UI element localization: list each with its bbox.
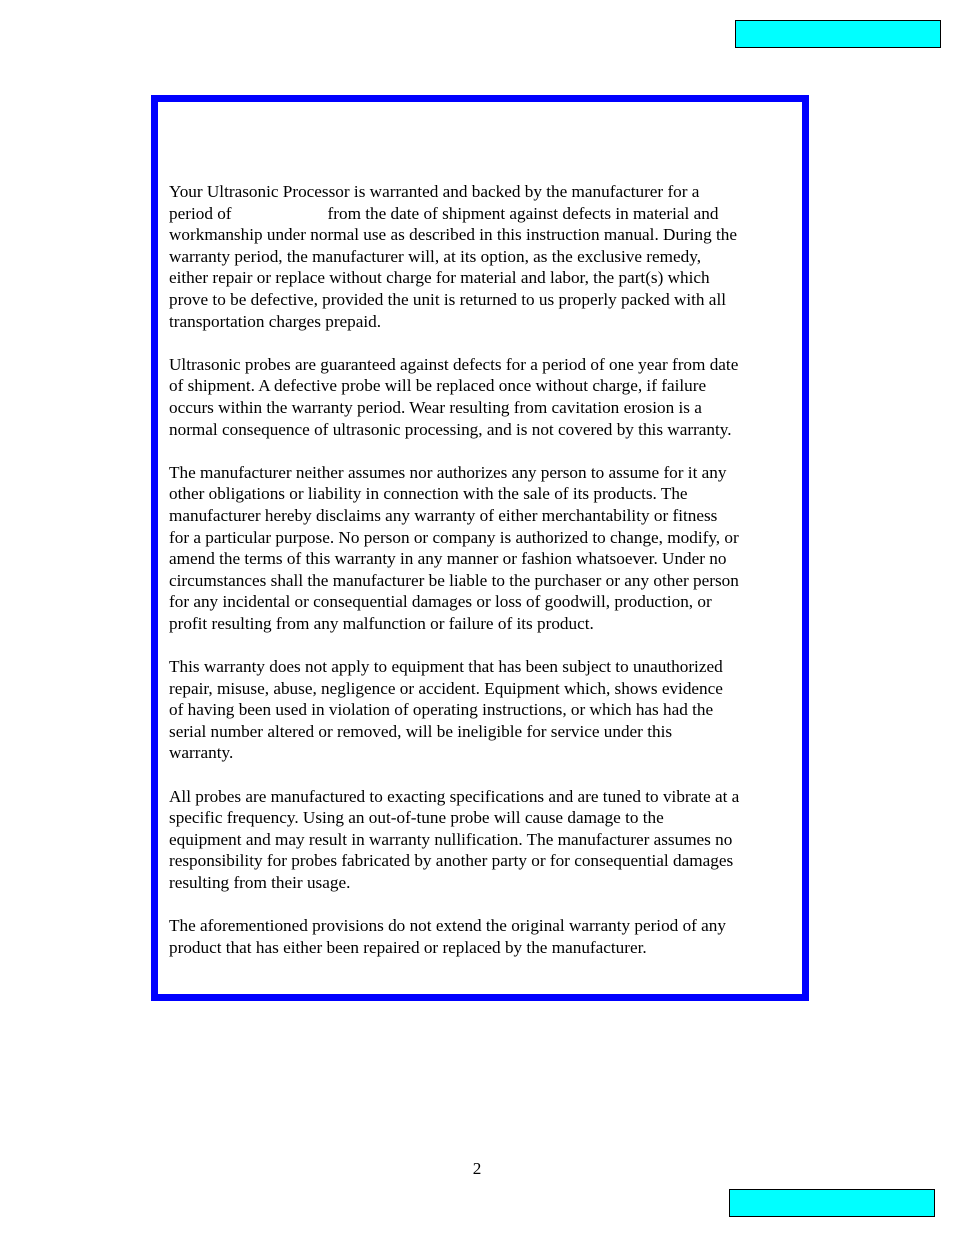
warranty-paragraph-6 (169, 915, 799, 958)
warranty-paragraph-3 (169, 462, 799, 635)
text-line: for any incidental or consequential damages or loss of goodwill, production, or (169, 592, 712, 612)
text-line: The manufacturer neither assumes nor authorizes any person to assume for it any (169, 462, 727, 482)
text-line: prove to be defective, provided the unit is returned to us properly packed with all (169, 289, 726, 309)
text-line: from the date of shipment against defects in material and (327, 203, 719, 223)
text-line: Ultrasonic probes are guaranteed against defects for a period of one year from date (169, 354, 739, 374)
text-line: normal consequence of ultrasonic processing, and is not covered by this warranty. (169, 419, 732, 439)
text-line: for a particular purpose. No person or company is authorized to change, modify, or (169, 527, 739, 547)
text-line: occurs within the warranty period. Wear resulting from cavitation erosion is a (169, 397, 702, 417)
text-line: profit resulting from any malfunction or failure of its product. (169, 613, 594, 633)
text-line: manufacturer hereby disclaims any warranty of either merchantability or fitness (169, 505, 718, 525)
text-line: circumstances shall the manufacturer be liable to the purchaser or any other person (169, 570, 739, 590)
warranty-paragraph-5 (169, 786, 799, 894)
text-line: serial number altered or removed, will be ineligible for service under this (169, 721, 673, 741)
warranty-paragraph-2 (169, 354, 799, 440)
text-line: repair, misuse, abuse, negligence or accident. Equipment which, shows evidence (169, 678, 723, 698)
text-line: of shipment. A defective probe will be replaced once without charge, if failure (169, 376, 707, 396)
text-line: transportation charges prepaid. (169, 311, 382, 331)
text-line: warranty period, the manufacturer will, at its option, as the exclusive remedy, (169, 246, 701, 266)
text-line: specific frequency. Using an out-of-tune probe will cause damage to the (169, 808, 664, 828)
footer-label-box (729, 1189, 935, 1217)
text-line: Your Ultrasonic Processor is warranted and backed by the manufacturer for a (169, 182, 700, 201)
text-line: This warranty does not apply to equipment that has been subject to unauthorized (169, 657, 723, 677)
text-line: warranty. (169, 743, 234, 763)
text-line: amend the terms of this warranty in any manner or fashion whatsoever. Under no (169, 549, 727, 569)
text-line: other obligations or liability in connection with the sale of its products. The (169, 484, 688, 504)
text-line: of having been used in violation of operating instructions, or which has had the (169, 700, 714, 720)
text-line: workmanship under normal use as described in this instruction manual. During the (169, 225, 738, 245)
text-line: product that has either been repaired or replaced by the manufacturer. (169, 937, 647, 957)
warranty-paragraph-4 (169, 656, 799, 764)
text-line: resulting from their usage. (169, 873, 351, 892)
header-label-box (735, 20, 941, 48)
text-line: The aforementioned provisions do not extend the original warranty period of any (169, 916, 726, 936)
text-line: equipment and may result in warranty nullification. The manufacturer assumes no (169, 829, 733, 849)
warranty-frame (151, 95, 809, 1001)
text-line: either repair or replace without charge for material and labor, the part(s) which (169, 268, 710, 288)
text-line: responsibility for probes fabricated by another party or for consequential damages (169, 851, 734, 871)
text-line: period of (169, 203, 232, 223)
page-number: 2 (472, 1159, 482, 1178)
warranty-paragraph-1 (169, 181, 799, 332)
warranty-text (169, 181, 799, 958)
text-line: All probes are manufactured to exacting specifications and are tuned to vibrate at a (169, 786, 740, 806)
